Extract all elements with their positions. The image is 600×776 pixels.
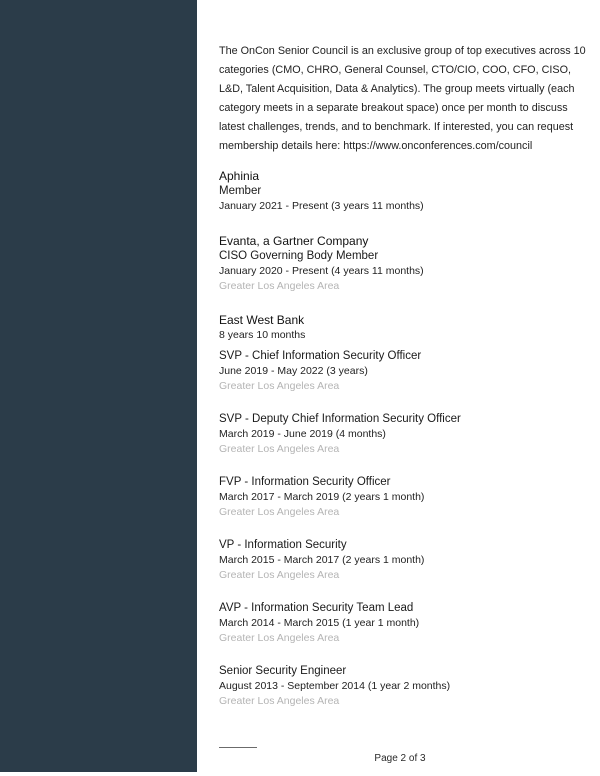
intro-paragraph	[219, 42, 594, 156]
company-total-duration: 8 years 10 months	[219, 329, 306, 341]
role-location: Greater Los Angeles Area	[219, 443, 340, 455]
experience-role	[219, 349, 594, 393]
role-location: Greater Los Angeles Area	[219, 280, 340, 292]
experience-role	[219, 538, 594, 582]
role-dates: June 2019 - May 2022 (3 years)	[219, 365, 368, 377]
role-location: Greater Los Angeles Area	[219, 695, 340, 707]
role-dates: March 2017 - March 2019 (2 years 1 month)	[219, 491, 425, 503]
role-location: Greater Los Angeles Area	[219, 380, 340, 392]
role-dates: March 2014 - March 2015 (1 year 1 month)	[219, 617, 420, 629]
experience-role	[219, 249, 594, 293]
company-name: Evanta, a Gartner Company	[219, 234, 369, 248]
role-location: Greater Los Angeles Area	[219, 569, 340, 581]
role-dates: January 2020 - Present (4 years 11 months)	[219, 265, 424, 277]
experience-role	[219, 184, 594, 214]
experience-role	[219, 601, 594, 645]
footer-divider	[219, 747, 257, 748]
intro-line: The OnCon Senior Council is an exclusive group of top executives across 10	[219, 45, 586, 57]
role-dates: August 2013 - September 2014 (1 year 2 months)	[219, 680, 451, 692]
role-location: Greater Los Angeles Area	[219, 506, 340, 518]
intro-line: category meets in a separate breakout space) once per month to discuss	[219, 102, 568, 114]
role-title: SVP - Chief Information Security Officer	[219, 350, 422, 362]
role-title: Senior Security Engineer	[219, 665, 347, 677]
role-location: Greater Los Angeles Area	[219, 632, 340, 644]
company-name: Aphinia	[219, 169, 260, 183]
intro-line: latest challenges, trends, and to benchmark. If interested, you can request	[219, 121, 574, 133]
role-title: Member	[219, 185, 262, 197]
role-dates: March 2015 - March 2017 (2 years 1 month)	[219, 554, 425, 566]
intro-line: membership details here: https://www.onconferences.com/council	[219, 140, 533, 152]
role-title: CISO Governing Body Member	[219, 250, 379, 262]
role-title: SVP - Deputy Chief Information Security Officer	[219, 413, 461, 425]
intro-line: L&D, Talent Acquisition, Data & Analytics). The group meets virtually (each	[219, 83, 575, 95]
intro-line: categories (CMO, CHRO, General Counsel, CTO/CIO, COO, CFO, CISO,	[219, 64, 571, 76]
experience-role	[219, 412, 594, 456]
experience-role	[219, 475, 594, 519]
role-title: VP - Information Security	[219, 539, 347, 551]
role-title: FVP - Information Security Officer	[219, 476, 391, 488]
role-dates: January 2021 - Present (3 years 11 months)	[219, 200, 424, 212]
page-number: Page 2 of 3	[374, 753, 426, 764]
role-dates: March 2019 - June 2019 (4 months)	[219, 428, 386, 440]
experience-entry-aphinia	[219, 168, 594, 214]
experience-entry-east-west-bank	[219, 312, 594, 708]
page-content	[219, 42, 594, 727]
company-name: East West Bank	[219, 313, 305, 327]
experience-role	[219, 664, 594, 708]
sidebar-panel	[0, 0, 197, 772]
experience-entry-evanta	[219, 233, 594, 293]
role-title: AVP - Information Security Team Lead	[219, 602, 414, 614]
